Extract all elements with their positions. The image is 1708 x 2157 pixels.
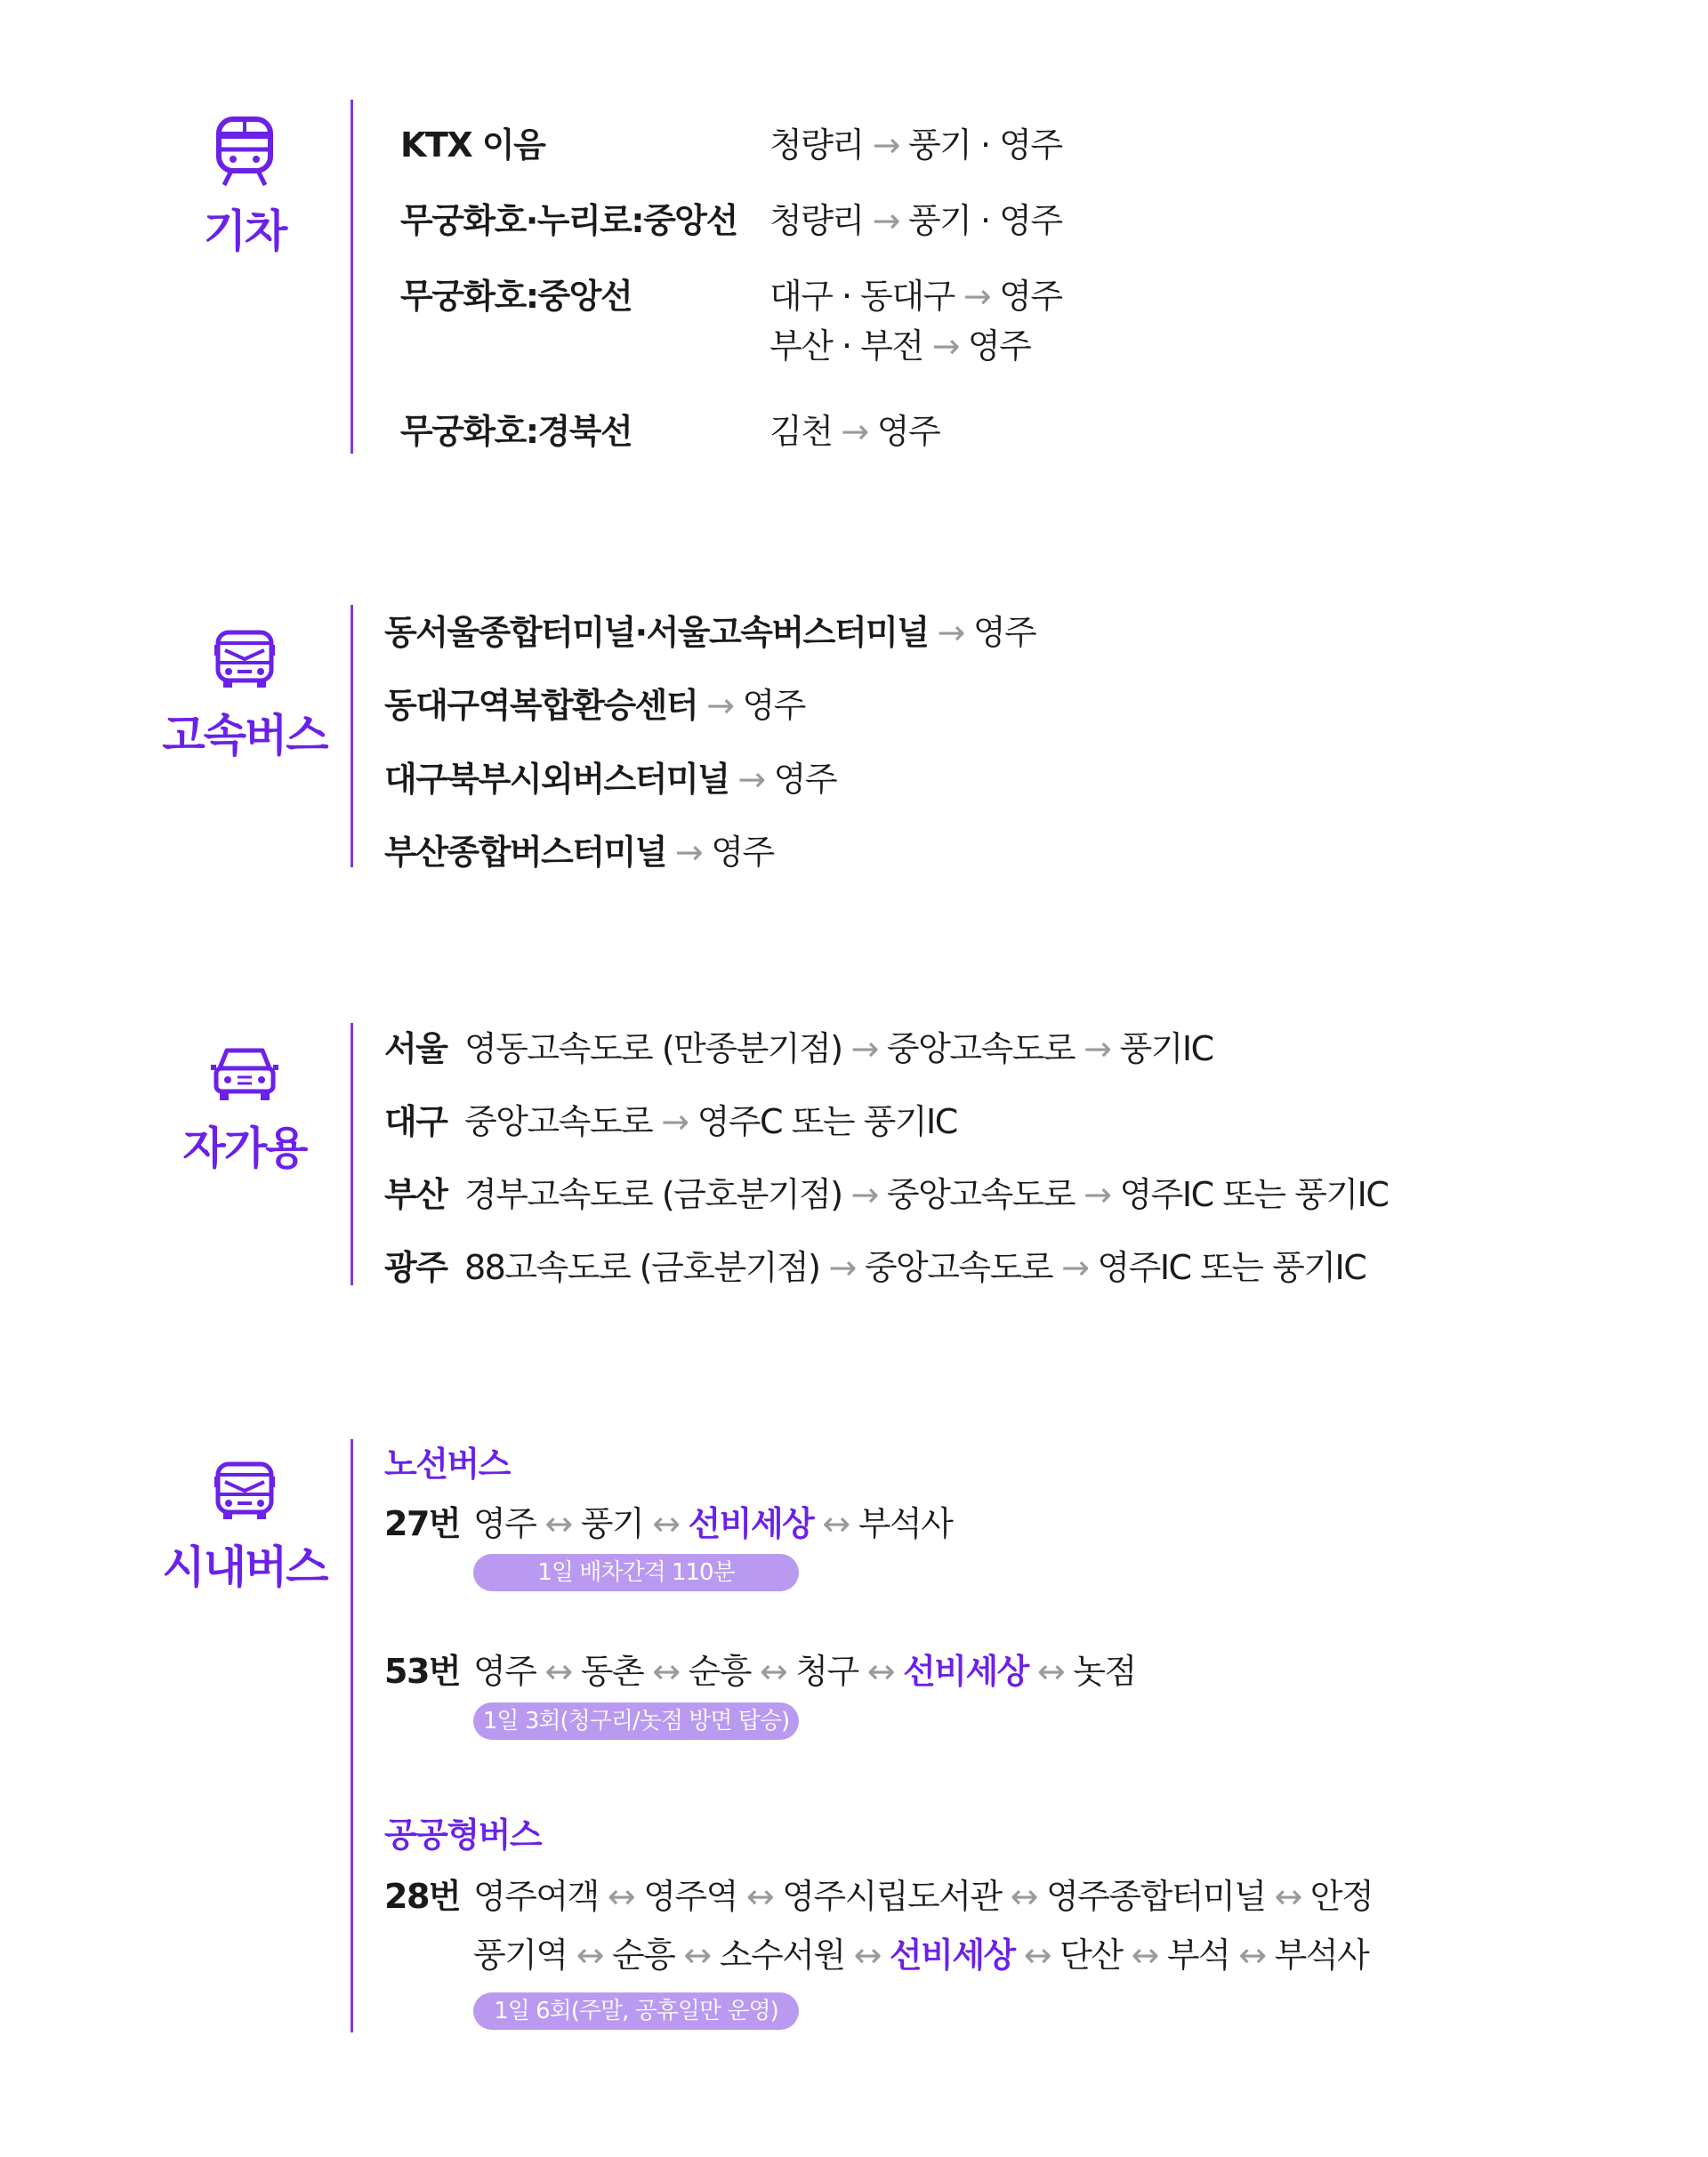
route-row: 광주 88고속도로 (금호분기점) → 중앙고속도로 → 영주IC 또는 풍기IC bbox=[384, 1248, 1366, 1287]
car-category bbox=[142, 1045, 347, 1177]
schedule-badge: 1일 6회(주말, 공휴일만 운영) bbox=[473, 1992, 799, 2030]
express-bus-category bbox=[142, 627, 347, 764]
car-icon bbox=[211, 1045, 278, 1104]
bus-route-28-continued: 풍기역 ↔ 순흥 ↔ 소수서원 ↔ 선비세상 ↔ 단산 ↔ 부석 ↔ 부석사 bbox=[473, 1936, 1369, 1975]
public-bus-title: 공공형버스 bbox=[384, 1815, 542, 1855]
route-row: 부산 경부고속도로 (금호분기점) → 중앙고속도로 → 영주IC 또는 풍기IC bbox=[384, 1175, 1389, 1214]
train-category bbox=[142, 114, 347, 260]
schedule-badge: 1일 배차간격 110분 bbox=[473, 1554, 799, 1591]
category-label: 기차 bbox=[203, 205, 286, 257]
city-bus-category bbox=[142, 1459, 347, 1596]
route-row: 동서울종합터미널·서울고속버스터미널 → 영주 bbox=[384, 613, 1036, 652]
route-row: KTX 이음 청량리 → 풍기 · 영주 bbox=[400, 125, 1062, 165]
route-row: 동대구역복합환승센터 → 영주 bbox=[384, 686, 805, 725]
divider bbox=[350, 1023, 353, 1285]
route-row: 무궁화호·누리로:중앙선 청량리 → 풍기 · 영주 bbox=[400, 201, 1062, 240]
route-row-continued: 부산 · 부전 → 영주 bbox=[769, 326, 1031, 366]
bus-route-28: 28번 영주여객 ↔ 영주역 ↔ 영주시립도서관 ↔ 영주종합터미널 ↔ 안정 bbox=[384, 1877, 1374, 1916]
category-label: 고속버스 bbox=[162, 710, 327, 761]
bus-icon bbox=[213, 627, 277, 691]
divider bbox=[350, 605, 353, 867]
route-row: 대구북부시외버스터미널 → 영주 bbox=[384, 760, 837, 799]
route-row: 부산종합버스터미널 → 영주 bbox=[384, 833, 774, 872]
divider bbox=[350, 1439, 353, 2032]
bus-route-27: 27번 영주 ↔ 풍기 ↔ 선비세상 ↔ 부석사 bbox=[384, 1504, 953, 1543]
bus-route-53: 53번 영주 ↔ 동촌 ↔ 순흥 ↔ 청구 ↔ 선비세상 ↔ 놋점 bbox=[384, 1652, 1136, 1691]
train-icon bbox=[214, 114, 276, 187]
category-label: 시내버스 bbox=[162, 1541, 327, 1593]
route-row: 대구 중앙고속도로 → 영주C 또는 풍기IC bbox=[384, 1102, 957, 1141]
divider bbox=[350, 100, 353, 454]
bus-icon bbox=[213, 1459, 277, 1523]
category-label: 자가용 bbox=[182, 1123, 307, 1174]
route-row: 무궁화호:중앙선 대구 · 동대구 → 영주 bbox=[400, 277, 1062, 316]
line-bus-title: 노선버스 bbox=[384, 1445, 510, 1484]
route-row: 서울 영동고속도로 (만종분기점) → 중앙고속도로 → 풍기IC bbox=[384, 1029, 1213, 1068]
route-row: 무궁화호:경북선 김천 → 영주 bbox=[400, 412, 940, 451]
schedule-badge: 1일 3회(청구리/놋점 방면 탑승) bbox=[473, 1702, 799, 1740]
